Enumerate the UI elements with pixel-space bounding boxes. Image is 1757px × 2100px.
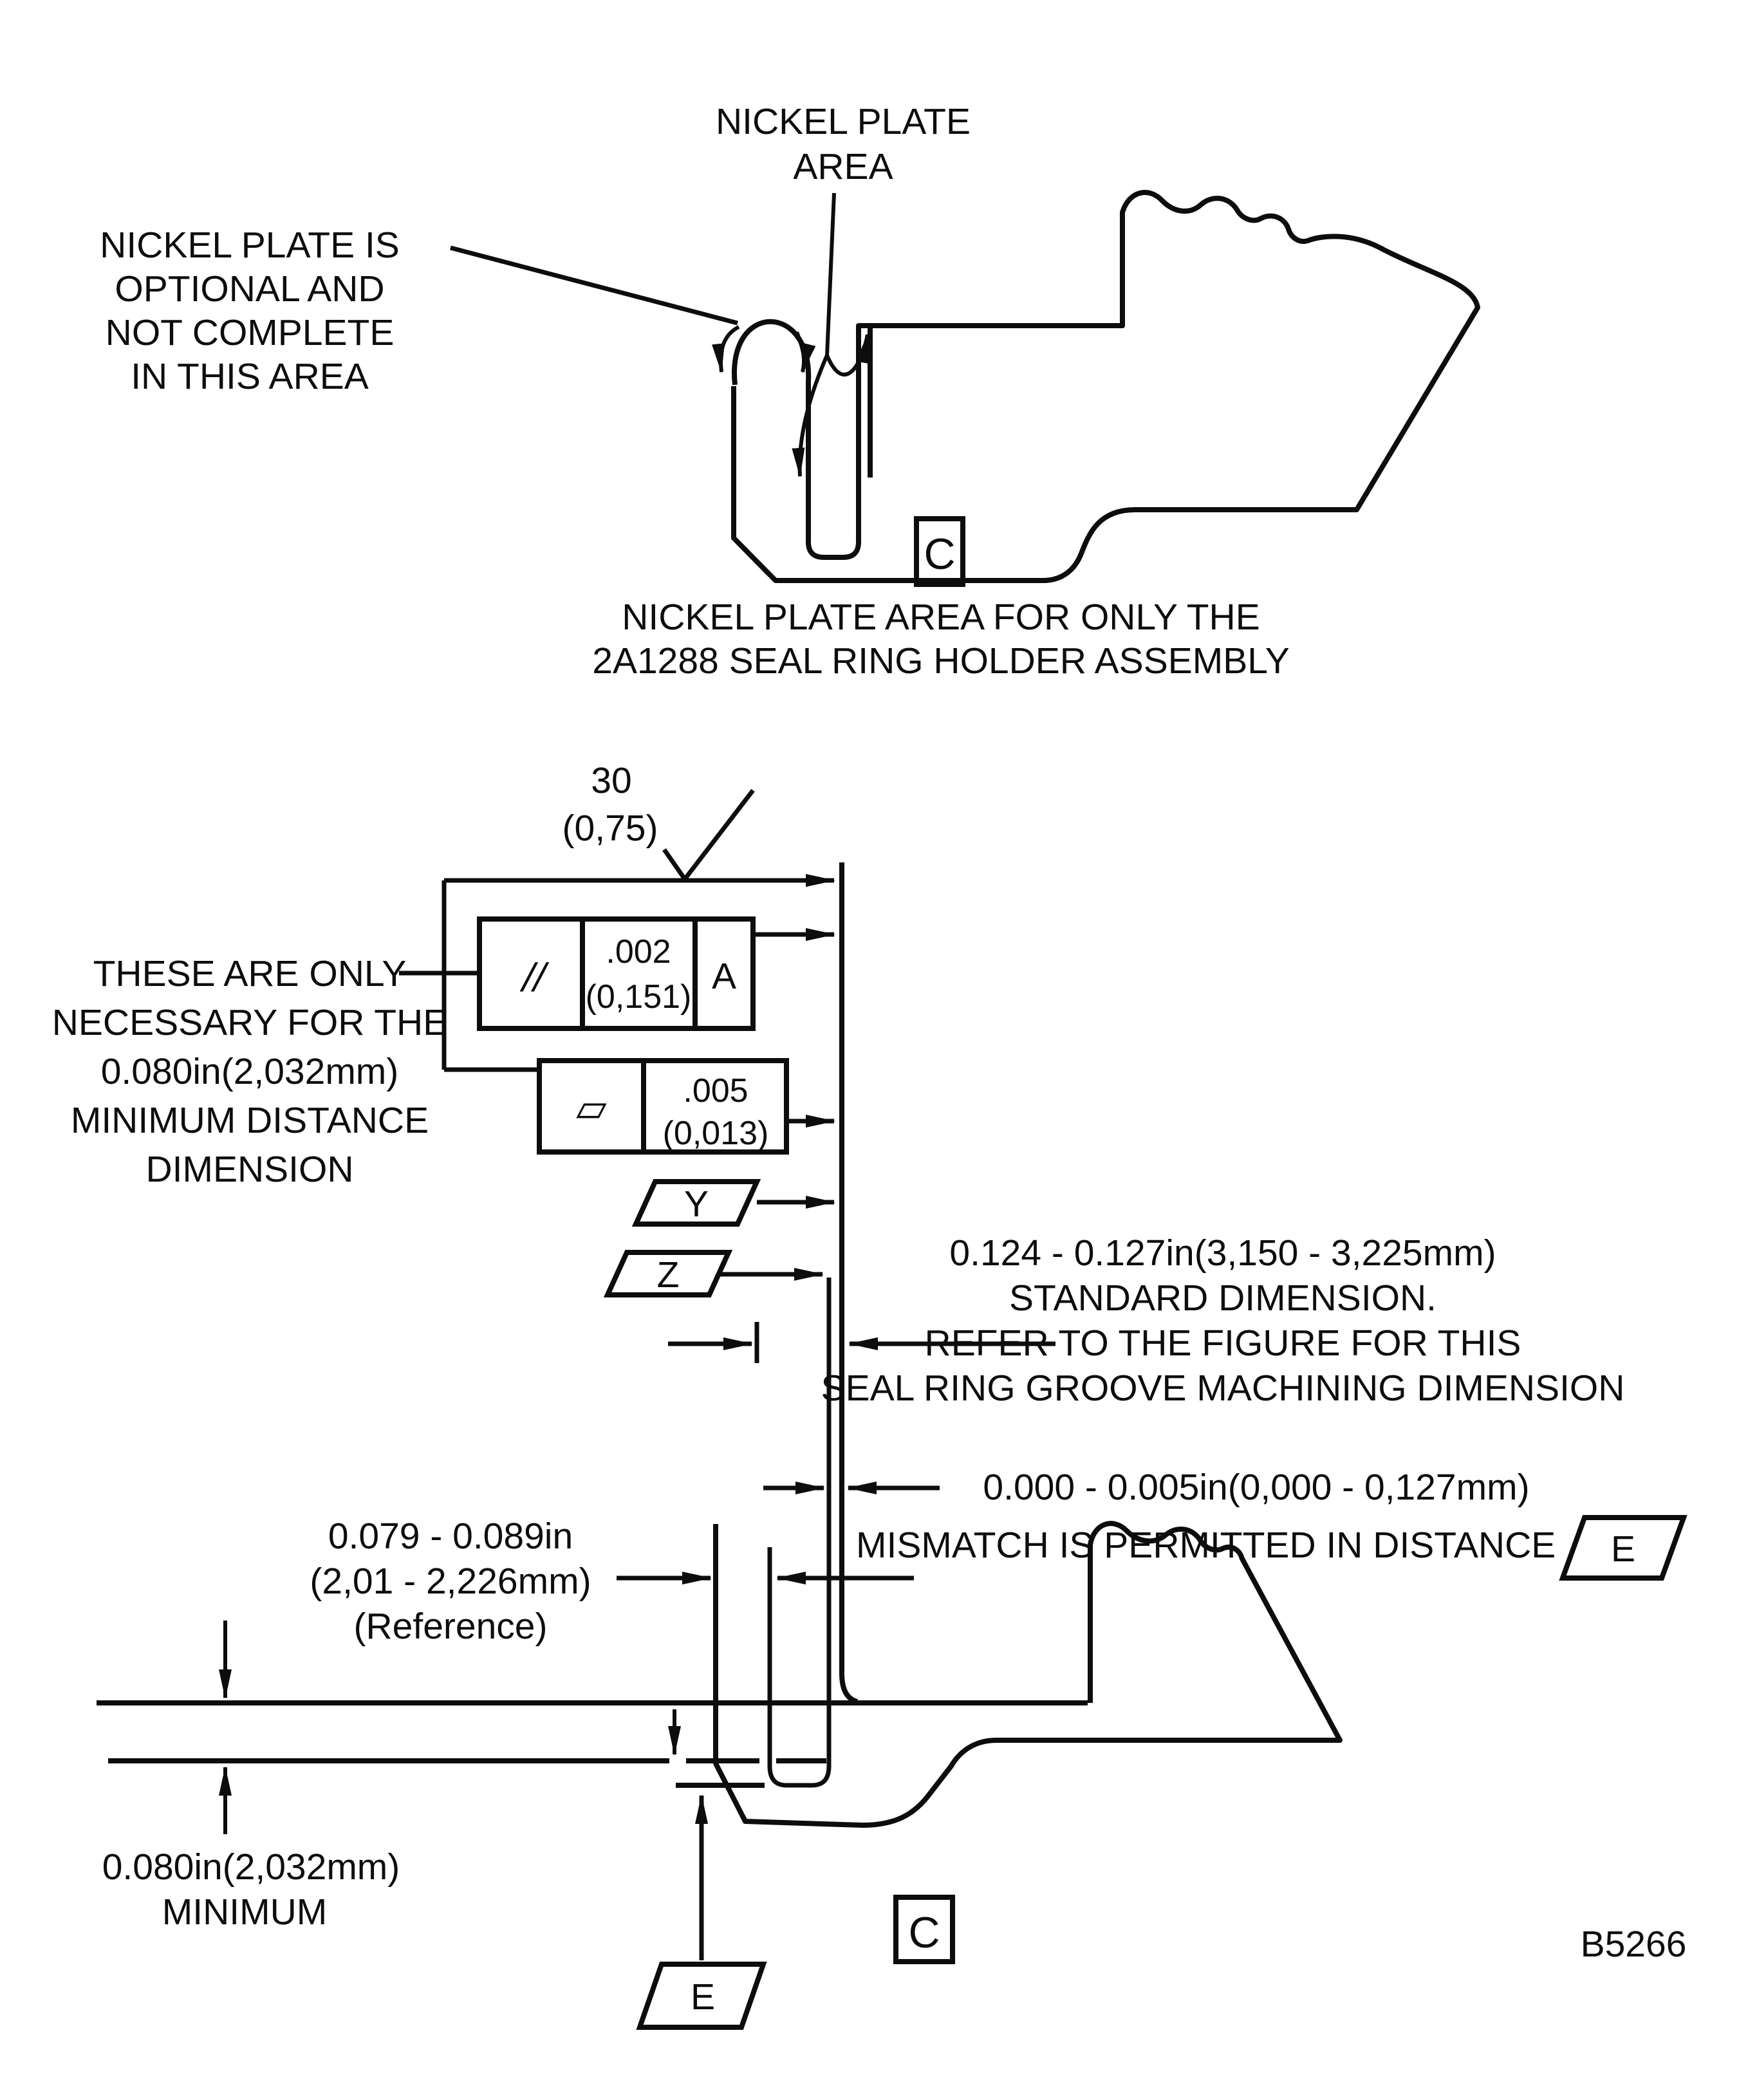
plating-arrow-left <box>800 355 827 476</box>
datum-flag-y-label: Y <box>683 1184 709 1225</box>
parallelism-tolerance: .002 <box>606 933 671 971</box>
datum-flag-e-bottom-label: E <box>690 1976 716 2018</box>
groove-wall-and-mismatch-line <box>770 1278 829 1785</box>
drawing-number: B5266 <box>1580 1924 1687 1965</box>
top-caption-line2: 2A1288 SEAL RING HOLDER ASSEMBLY <box>592 640 1290 682</box>
reference-line1: 0.079 - 0.089in <box>328 1516 573 1557</box>
mismatch-line1: 0.000 - 0.005in(0,000 - 0,127mm) <box>983 1467 1530 1508</box>
flatness-icon: ▱ <box>576 1086 607 1130</box>
frames-note-line5: DIMENSION <box>145 1149 354 1190</box>
surface-finish-metric: (0,75) <box>562 808 658 849</box>
area-label-leader <box>827 193 834 355</box>
parallelism-datum-ref: A <box>711 956 737 997</box>
plating-arrow-right <box>827 335 868 375</box>
parallelism-tolerance-metric: (0,151) <box>585 978 692 1016</box>
frames-note-line4: MINIMUM DISTANCE <box>70 1100 429 1141</box>
groove-note-line4: SEAL RING GROOVE MACHINING DIMENSION <box>821 1368 1625 1409</box>
groove-note-line3: REFER TO THE FIGURE FOR THIS <box>924 1323 1521 1364</box>
mismatch-line2: MISMATCH IS PERMITTED IN DISTANCE <box>856 1525 1556 1566</box>
optional-note-line1: NICKEL PLATE IS <box>100 225 400 266</box>
nickel-plate-area-label-line1: NICKEL PLATE <box>716 101 971 142</box>
flatness-tolerance-metric: (0,013) <box>662 1115 769 1152</box>
reference-line2: (2,01 - 2,226mm) <box>310 1561 591 1602</box>
datum-flag-z-label: Z <box>656 1254 680 1296</box>
optional-note-line3: NOT COMPLETE <box>105 312 395 353</box>
flatness-tolerance: .005 <box>683 1072 748 1110</box>
view-label-top: C <box>924 530 956 579</box>
minimum-line1: 0.080in(2,032mm) <box>102 1846 400 1888</box>
frames-note-line3: 0.080in(2,032mm) <box>100 1051 399 1092</box>
datum-surface-line-main <box>842 862 857 1702</box>
datum-flag-z <box>608 1252 823 1296</box>
optional-note-leader <box>451 248 738 323</box>
groove-note-line1: 0.124 - 0.127in(3,150 - 3,225mm) <box>949 1232 1496 1274</box>
view-label-bottom: C <box>908 1908 940 1957</box>
part-outline-bottom-figure <box>716 1523 1340 1825</box>
optional-note-line2: OPTIONAL AND <box>115 268 385 310</box>
top-caption-line1: NICKEL PLATE AREA FOR ONLY THE <box>622 597 1260 638</box>
flatness-frame <box>539 1061 834 1152</box>
part-outline-top-figure <box>734 192 1478 581</box>
frames-note-line1: THESE ARE ONLY <box>93 953 407 994</box>
datum-flag-e-inline <box>1563 1518 1684 1578</box>
datum-flag-y <box>636 1182 834 1225</box>
datum-flag-e-bottom <box>640 1796 763 2027</box>
frames-note-line2: NECESSARY FOR THE <box>51 1002 448 1043</box>
nickel-plate-area-label-line2: AREA <box>793 146 893 187</box>
datum-flag-e-inline-label: E <box>1610 1529 1636 1570</box>
minimum-line2: MINIMUM <box>162 1891 328 1933</box>
parallelism-icon: // <box>517 955 551 1000</box>
reference-line3: (Reference) <box>353 1606 548 1647</box>
groove-note-line2: STANDARD DIMENSION. <box>1009 1278 1436 1319</box>
parallelism-frame <box>479 919 834 1028</box>
optional-note-line4: IN THIS AREA <box>131 356 369 397</box>
surface-finish-value: 30 <box>591 760 632 801</box>
surface-finish-icon <box>664 790 753 879</box>
